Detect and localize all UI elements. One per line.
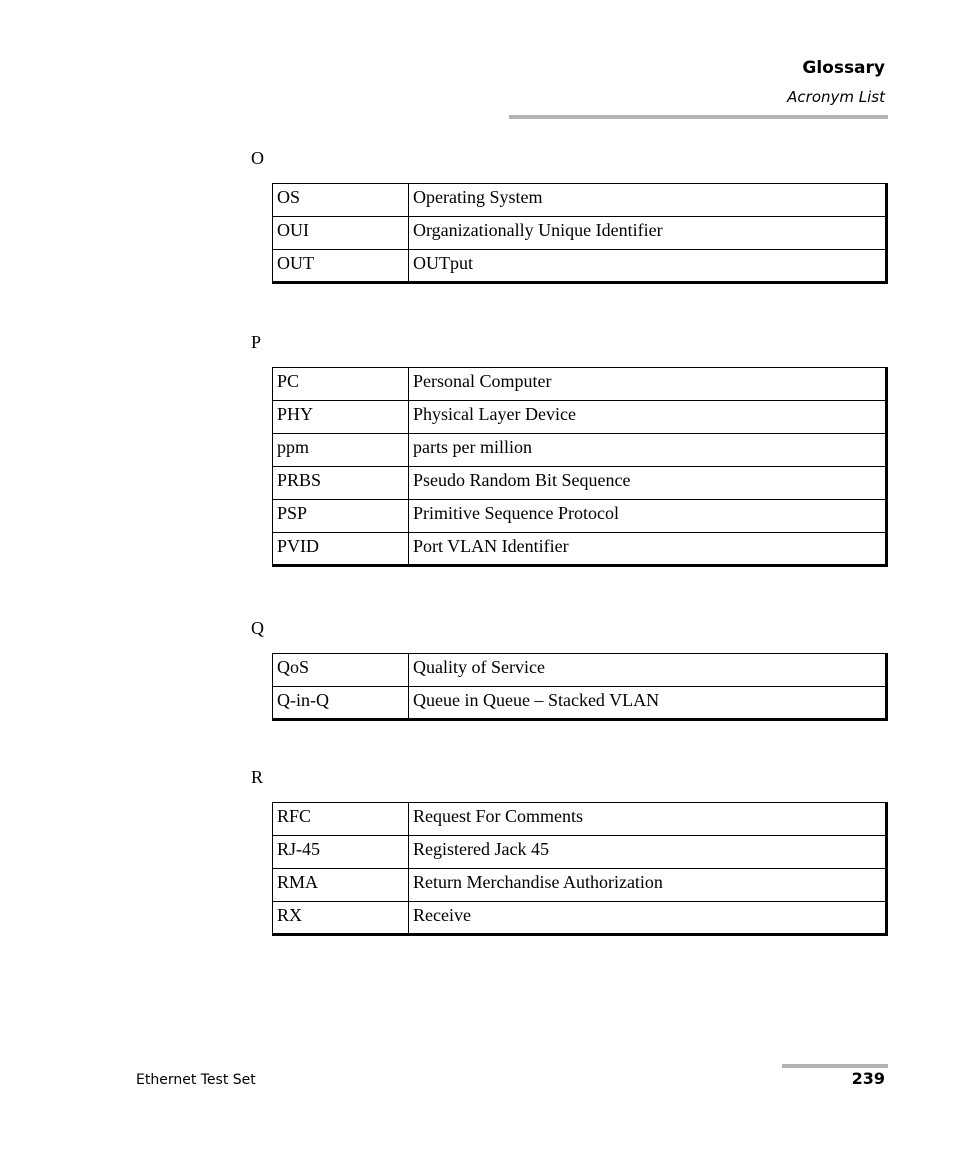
definition-cell: Receive — [409, 902, 887, 935]
acronym-cell: QoS — [273, 654, 409, 687]
acronym-cell: Q-in-Q — [273, 687, 409, 720]
table-row — [273, 902, 887, 935]
table-row — [273, 836, 887, 869]
table-row — [273, 401, 887, 434]
acronym-cell: ppm — [273, 434, 409, 467]
definition-cell: OUTput — [409, 250, 887, 283]
definition-cell: Organizationally Unique Identifier — [409, 217, 887, 250]
section-letter-r: R — [251, 767, 264, 787]
definition-cell: Pseudo Random Bit Sequence — [409, 467, 887, 500]
table-row — [273, 434, 887, 467]
page-number: 239 — [851, 1069, 885, 1088]
acronym-cell: PHY — [273, 401, 409, 434]
section-letter-p: P — [251, 332, 262, 352]
table-row — [273, 500, 887, 533]
definition-cell: Registered Jack 45 — [409, 836, 887, 869]
acronym-cell: PRBS — [273, 467, 409, 500]
acronym-cell: PVID — [273, 533, 409, 566]
acronym-cell: OUI — [273, 217, 409, 250]
table-row — [273, 654, 887, 687]
definition-cell: Port VLAN Identifier — [409, 533, 887, 566]
acronym-cell: RFC — [273, 803, 409, 836]
definition-cell: Primitive Sequence Protocol — [409, 500, 887, 533]
section-letter-o: O — [251, 148, 264, 168]
acronym-table-o — [272, 183, 888, 284]
table-row — [273, 250, 887, 283]
acronym-cell: RJ-45 — [273, 836, 409, 869]
table-row — [273, 467, 887, 500]
table-row — [273, 803, 887, 836]
acronym-cell: RMA — [273, 869, 409, 902]
table-row — [273, 687, 887, 720]
header-title: Glossary — [802, 58, 885, 78]
table-row — [273, 533, 887, 566]
table-row — [273, 368, 887, 401]
header-subtitle: Acronym List — [787, 88, 885, 106]
table-row — [273, 184, 887, 217]
acronym-cell: OS — [273, 184, 409, 217]
table-row — [273, 217, 887, 250]
acronym-table-r — [272, 802, 888, 936]
table-row — [273, 869, 887, 902]
definition-cell: Request For Comments — [409, 803, 887, 836]
definition-cell: Return Merchandise Authorization — [409, 869, 887, 902]
acronym-cell: PC — [273, 368, 409, 401]
section-letter-q: Q — [251, 618, 264, 638]
footer-doc-title: Ethernet Test Set — [136, 1072, 256, 1088]
definition-cell: Operating System — [409, 184, 887, 217]
definition-cell: Queue in Queue – Stacked VLAN — [409, 687, 887, 720]
definition-cell: Physical Layer Device — [409, 401, 887, 434]
acronym-table-q — [272, 653, 888, 721]
definition-cell: parts per million — [409, 434, 887, 467]
definition-cell: Personal Computer — [409, 368, 887, 401]
acronym-cell: OUT — [273, 250, 409, 283]
definition-cell: Quality of Service — [409, 654, 887, 687]
acronym-cell: RX — [273, 902, 409, 935]
header-rule — [509, 115, 888, 119]
acronym-table-p — [272, 367, 888, 567]
footer-rule — [782, 1064, 888, 1068]
acronym-cell: PSP — [273, 500, 409, 533]
